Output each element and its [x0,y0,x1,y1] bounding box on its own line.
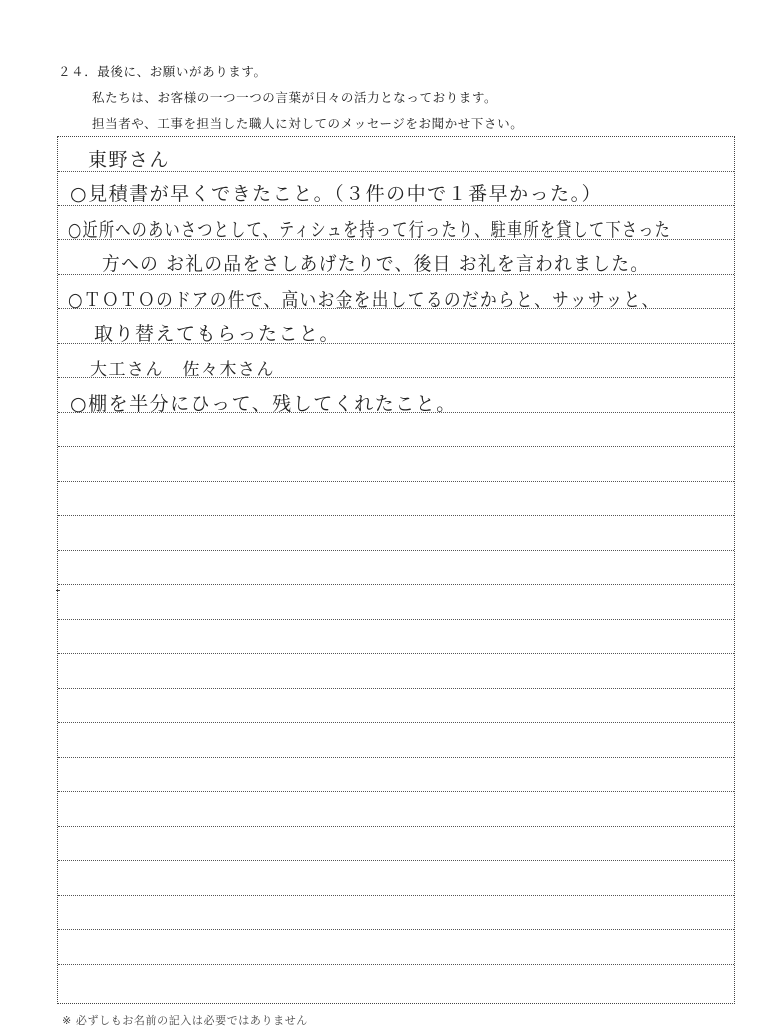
handwritten-line: ○棚を半分にひって、残してくれたこと。 [70,393,457,415]
handwritten-line: 方への お礼の品をさしあげたりで、後日 お礼を言われました。 [102,253,650,275]
footer-note: ※ 必ずしもお名前の記入は必要ではありません [62,1014,308,1027]
handwritten-line: 大工さん 佐々木さん [90,360,275,380]
ruled-line [58,619,734,620]
ruled-line [58,791,734,792]
ruled-line [58,446,734,447]
ruled-line [58,653,734,654]
handwritten-line: ○見積書が早くできたこと。（３件の中で１番早かった。） [70,183,603,205]
question-title: ２４．最後に、お願いがあります。 [58,64,267,79]
ruled-line [58,860,734,861]
handwritten-line: 東野さん [88,149,171,171]
answer-sheet [57,136,735,1004]
ruled-line [58,757,734,758]
question-prompt: 担当者や、工事を担当した職人に対してのメッセージをお聞かせ下さい。 [92,116,524,131]
ruled-line [58,688,734,689]
ruled-line [58,929,734,930]
ruled-line [58,826,734,827]
ruled-line [58,515,734,516]
ruled-line [58,964,734,965]
question-intro: 私たちは、お客様の一つ一つの言葉が日々の活力となっております。 [92,90,498,105]
handwritten-line: ○近所へのあいさつとして、ティシュを持って行ったり、駐車所を貸して下さった [68,219,672,241]
handwritten-line: ○ＴＯＴＯのドアの件で、高いお金を出してるのだからと、サッサッと、 [68,289,660,311]
ruled-line [58,584,734,585]
ruled-line [58,895,734,896]
ruled-line [58,550,734,551]
margin-mark [56,590,60,591]
ruled-line [58,481,734,482]
handwritten-line: 取り替えてもらったこと。 [94,323,341,345]
ruled-line [58,722,734,723]
